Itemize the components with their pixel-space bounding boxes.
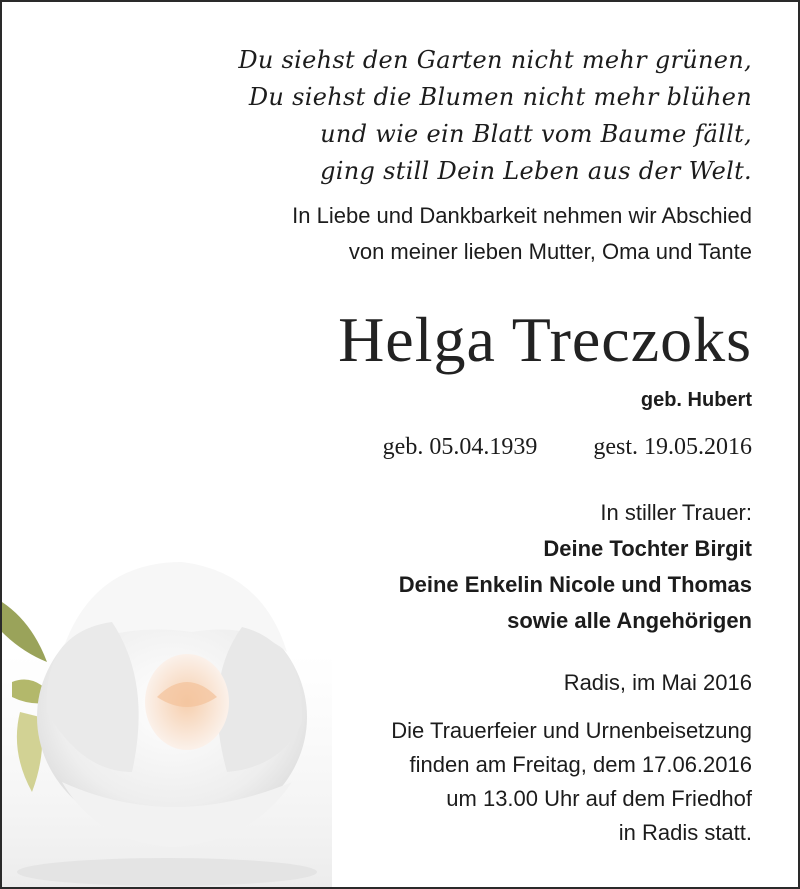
mourner-name: sowie alle Angehörigen xyxy=(507,608,752,633)
life-dates xyxy=(383,430,752,464)
farewell-intro xyxy=(292,198,752,270)
poem-line: Du siehst den Garten nicht mehr grünen, xyxy=(238,46,752,74)
white-rose-image xyxy=(2,502,332,889)
service-line: um 13.00 Uhr auf dem Friedhof xyxy=(446,786,752,811)
poem-line: und wie ein Blatt vom Baume fällt, xyxy=(320,120,752,148)
mourners-heading: In stiller Trauer: xyxy=(600,500,752,525)
maiden-name: geb. Hubert xyxy=(640,389,752,411)
poem xyxy=(238,42,752,190)
mourner-name: Deine Tochter Birgit xyxy=(543,536,752,561)
mourners-block xyxy=(399,495,752,639)
service-line: Die Trauerfeier und Urnenbeisetzung xyxy=(391,718,752,743)
service-line: finden am Freitag, dem 17.06.2016 xyxy=(409,752,752,777)
death-date: gest. 19.05.2016 xyxy=(593,434,752,460)
place-date: Radis, im Mai 2016 xyxy=(563,670,752,695)
service-line: in Radis statt. xyxy=(618,820,752,845)
birth-date: geb. 05.04.1939 xyxy=(382,434,538,460)
deceased-name: Helga Treczoks xyxy=(338,304,752,375)
mourner-name: Deine Enkelin Nicole und Thomas xyxy=(398,572,752,597)
intro-line: von meiner lieben Mutter, Oma und Tante xyxy=(348,239,752,264)
intro-line: In Liebe und Dankbarkeit nehmen wir Abschied xyxy=(292,203,752,228)
poem-line: ging still Dein Leben aus der Welt. xyxy=(320,157,752,185)
poem-line: Du siehst die Blumen nicht mehr blühen xyxy=(248,83,752,111)
service-info xyxy=(391,714,752,850)
